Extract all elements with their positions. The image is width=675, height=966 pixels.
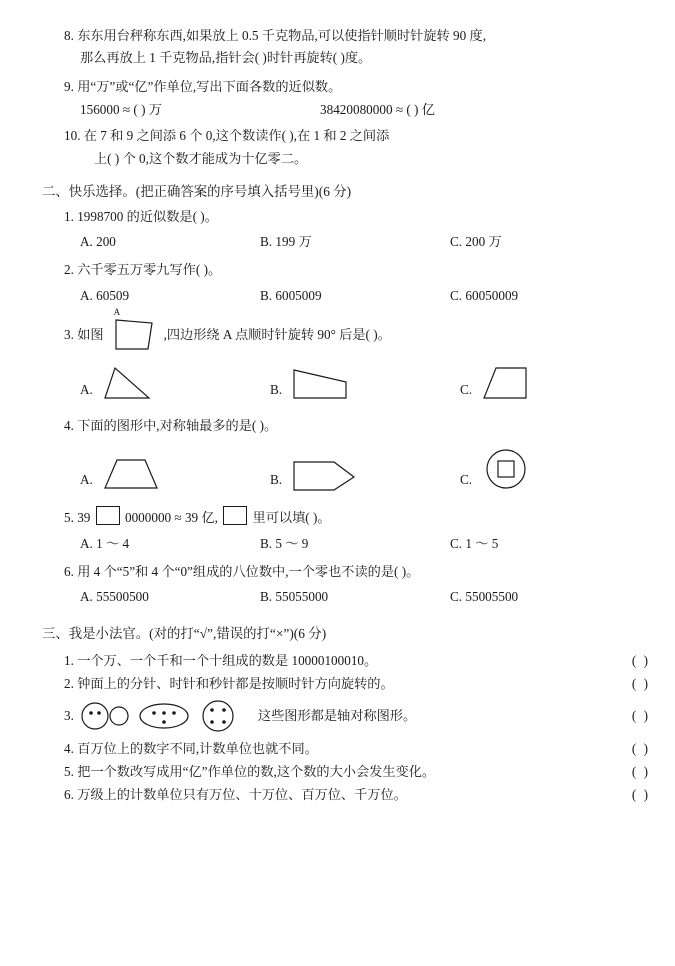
choice-question-4-stem: 4. 下面的图形中,对称轴最多的是( )。 <box>64 417 278 433</box>
true-false-row-3 <box>50 699 650 733</box>
option-c[interactable]: C. 60050009 <box>450 287 519 303</box>
blank-box-icon-2 <box>223 506 247 525</box>
option-b[interactable] <box>270 362 460 402</box>
page-content <box>42 26 650 806</box>
option-a[interactable]: A. 200 <box>80 234 116 250</box>
choice-question-5-options <box>50 531 650 556</box>
choice-question-5-mid: 0000000 ≈ 39 亿, <box>124 510 218 526</box>
quadrilateral-figure <box>108 306 160 352</box>
question-9-answers <box>50 99 650 120</box>
option-a[interactable] <box>80 452 270 492</box>
option-c[interactable]: C. 1 ～ 5 <box>450 535 499 551</box>
true-false-text: 2. 钟面上的分针、时针和秒针都是按顺时针方向旋转的。 <box>64 675 394 691</box>
circle-four-dots-figure <box>196 699 240 733</box>
true-false-text: 1. 一个万、一个千和一个十组成的数是 10000100010。 <box>64 652 378 668</box>
option-c[interactable]: C. 200 万 <box>450 234 502 250</box>
option-a[interactable]: A. 1 ～ 4 <box>80 535 130 551</box>
answer-paren[interactable]: ( ) <box>631 652 650 668</box>
option-c[interactable] <box>460 362 650 402</box>
option-b[interactable]: B. 199 万 <box>260 234 312 250</box>
true-false-text: 这些图形都是轴对称图形。 <box>257 708 417 724</box>
option-b-label: B. <box>270 472 283 488</box>
option-a[interactable]: A. 55500500 <box>80 589 149 605</box>
choice-question-5-pre: 5. 39 <box>64 510 91 526</box>
option-a-label: A. <box>80 381 93 397</box>
choice-question-5-stem <box>50 506 650 528</box>
question-10-line-2: 上( ) 个 0,这个数才能成为十亿零二。 <box>94 150 308 166</box>
choice-question-3-options <box>50 362 650 402</box>
ellipse-dots-figure <box>138 701 190 731</box>
true-false-text: 4. 百万位上的数字不同,计数单位也就不同。 <box>64 741 318 757</box>
option-c-label: C. <box>460 472 473 488</box>
question-9-right: 38420080000 ≈ ( ) 亿 <box>320 102 435 118</box>
answer-paren[interactable]: ( ) <box>631 764 650 780</box>
question-8-line-2: 那么再放上 1 千克物品,指针会( )时针再旋转( )度。 <box>80 50 372 66</box>
true-false-row-1 <box>50 649 650 672</box>
choice-question-6-options <box>50 584 650 609</box>
option-a-shape <box>101 362 157 402</box>
choice-question-2-options <box>50 283 650 308</box>
true-false-text: 6. 万级上的计数单位只有万位、十万位、百万位、千万位。 <box>64 787 407 803</box>
figure-vertex-label-a: A <box>113 306 121 317</box>
option-c-circle-square <box>480 446 536 492</box>
answer-paren[interactable]: ( ) <box>631 741 650 757</box>
choice-question-3-stem-pre: 3. 如图 <box>64 327 104 343</box>
option-a-trapezoid <box>101 452 163 492</box>
choice-question-3-stem <box>50 306 650 352</box>
option-b[interactable]: B. 5 ～ 9 <box>260 535 309 551</box>
blank-box-icon <box>96 506 120 525</box>
option-b-shape <box>290 362 352 402</box>
section-three-heading: 三、我是小法官。(对的打“√”,错误的打“×”)(6 分) <box>42 626 327 642</box>
choice-question-6-stem: 6. 用 4 个“5”和 4 个“0”组成的八位数中,一个零也不读的是( )。 <box>64 563 420 579</box>
option-c-label: C. <box>460 381 473 397</box>
symmetry-figures <box>78 699 240 733</box>
choice-question-1-options <box>50 229 650 254</box>
option-b[interactable] <box>270 452 460 492</box>
true-false-row-6 <box>50 783 650 806</box>
two-circles-figure <box>78 701 132 731</box>
question-9-left: 156000 ≈ ( ) 万 <box>80 102 162 118</box>
true-false-row-4 <box>50 737 650 760</box>
option-c-shape <box>480 362 536 402</box>
option-c[interactable]: C. 55005500 <box>450 589 519 605</box>
option-a[interactable] <box>80 362 270 402</box>
option-c[interactable] <box>460 446 650 492</box>
option-b-pentagon-arrow <box>290 452 360 492</box>
choice-question-1-stem: 1. 1998700 的近似数是( )。 <box>64 208 218 224</box>
option-a[interactable]: A. 60509 <box>80 287 130 303</box>
true-false-row-2 <box>50 672 650 695</box>
true-false-text: 5. 把一个数改写成用“亿”作单位的数,这个数的大小会发生变化。 <box>64 764 436 780</box>
answer-paren[interactable]: ( ) <box>631 708 650 724</box>
choice-question-2-stem: 2. 六千零五万零九写作( )。 <box>64 262 222 278</box>
option-b[interactable]: B. 55055000 <box>260 589 329 605</box>
choice-question-3-stem-post: ,四边形绕 A 点顺时针旋转 90° 后是( )。 <box>163 327 391 343</box>
question-10-line-1: 10. 在 7 和 9 之间添 6 个 0,这个数读作( ),在 1 和 2 之间添 <box>64 128 390 144</box>
answer-paren[interactable]: ( ) <box>631 675 650 691</box>
answer-paren[interactable]: ( ) <box>631 787 650 803</box>
true-false-row-5 <box>50 760 650 783</box>
section-two-heading: 二、快乐选择。(把正确答案的序号填入括号里)(6 分) <box>42 184 352 200</box>
question-8-line-1: 8. 东东用台秤称东西,如果放上 0.5 千克物品,可以使指针顺时针旋转 90 度, <box>64 28 486 43</box>
true-false-number: 3. <box>64 708 74 724</box>
choice-question-5-post: 里可以填( )。 <box>252 510 331 526</box>
option-b[interactable]: B. 6005009 <box>260 287 322 303</box>
question-9-line-1: 9. 用“万”或“亿”作单位,写出下面各数的近似数。 <box>64 78 342 94</box>
option-a-label: A. <box>80 472 93 488</box>
choice-question-4-options <box>50 446 650 492</box>
option-b-label: B. <box>270 381 283 397</box>
